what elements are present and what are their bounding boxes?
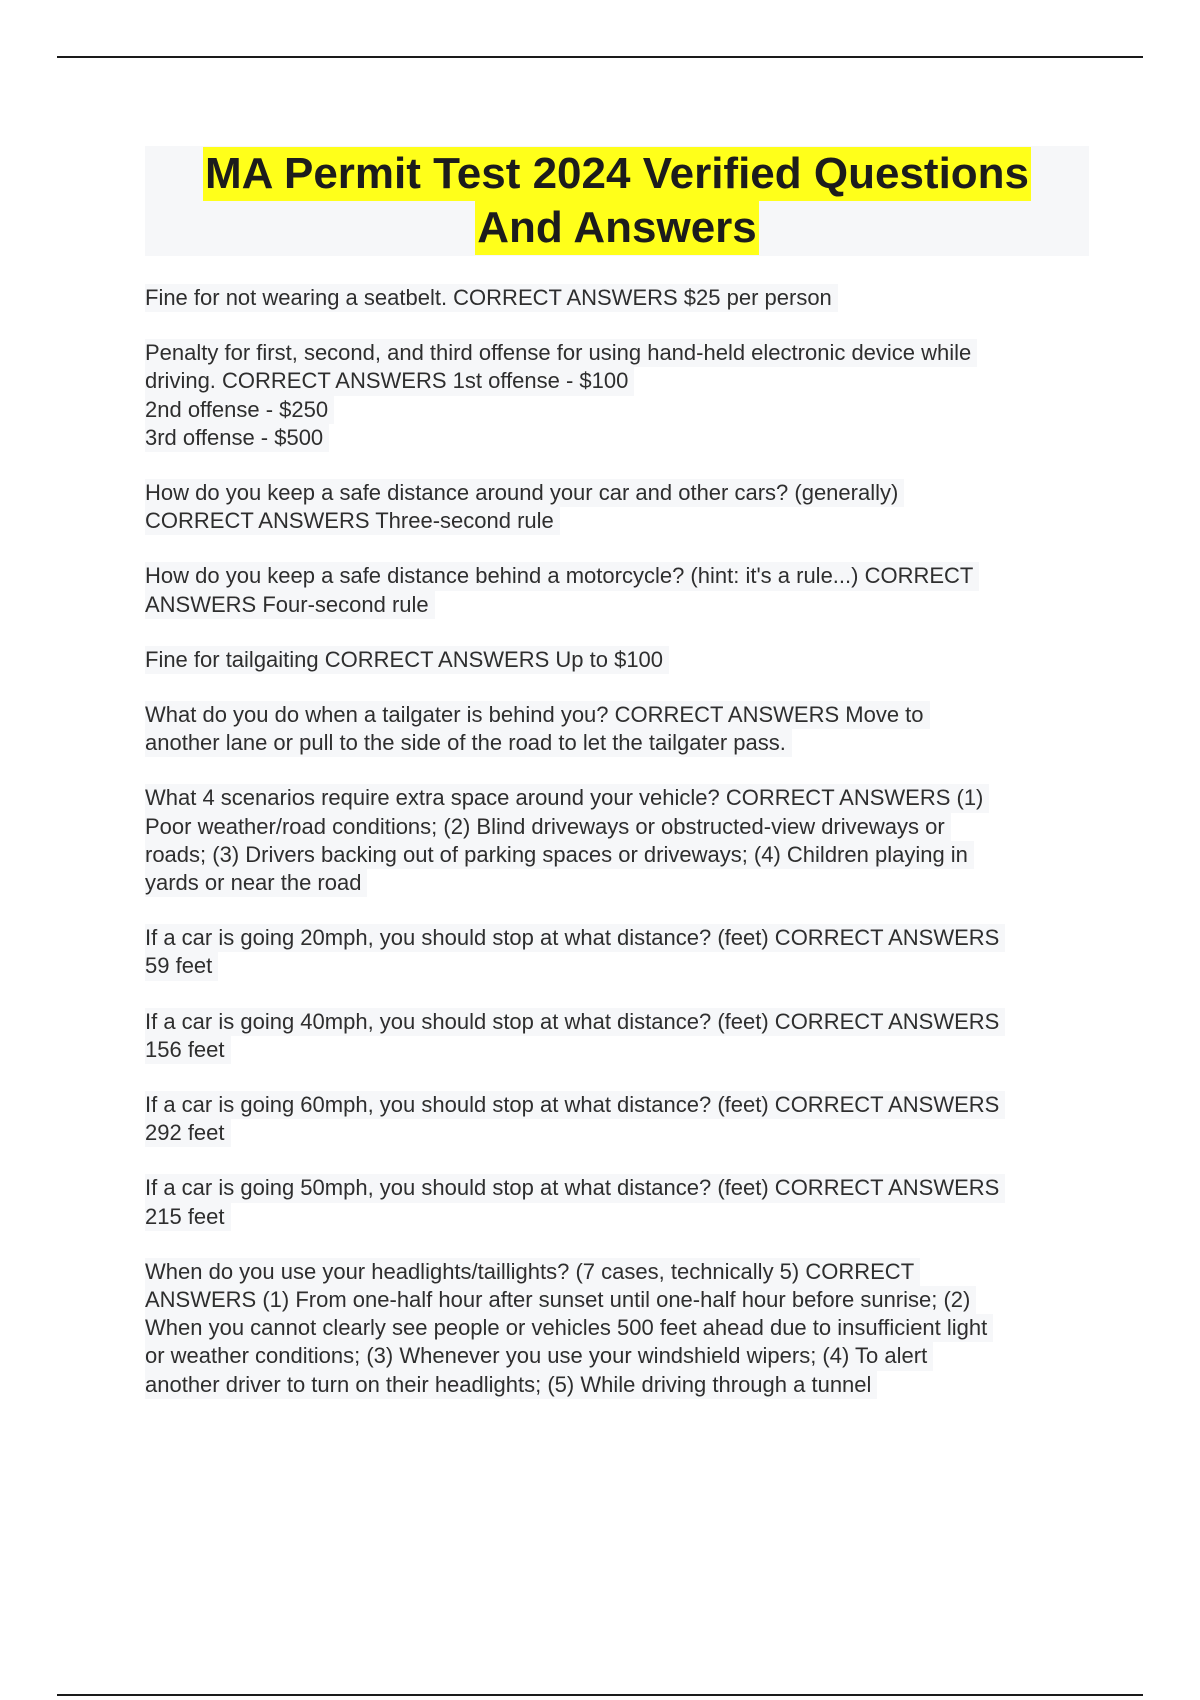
qa-item-line: How do you keep a safe distance behind a motorcycle? (hint: it's a rule...) CORRECT [145, 562, 979, 590]
qa-item-line: another lane or pull to the side of the road to let the tailgater pass. [145, 729, 792, 757]
qa-item [145, 339, 1089, 452]
qa-item-line: Poor weather/road conditions; (2) Blind driveways or obstructed-view driveways or [145, 813, 951, 841]
qa-item-line: 292 feet [145, 1119, 231, 1147]
qa-item-line: driving. CORRECT ANSWERS 1st offense - $100 [145, 367, 634, 395]
qa-item-line: roads; (3) Drivers backing out of parking spaces or driveways; (4) Children playing in [145, 841, 974, 869]
qa-item [145, 701, 1089, 757]
qa-item-line: 59 feet [145, 952, 218, 980]
top-rule [57, 56, 1143, 58]
document-title-block [145, 146, 1089, 256]
qa-list [145, 284, 1089, 1426]
qa-item [145, 646, 1089, 674]
qa-item-line: ANSWERS Four-second rule [145, 591, 435, 619]
qa-item-line: or weather conditions; (3) Whenever you use your windshield wipers; (4) To alert [145, 1342, 933, 1370]
qa-item [145, 1008, 1089, 1064]
qa-item-line: 215 feet [145, 1203, 231, 1231]
qa-item-line: If a car is going 40mph, you should stop at what distance? (feet) CORRECT ANSWERS [145, 1008, 1005, 1036]
qa-item-line: another driver to turn on their headlights; (5) While driving through a tunnel [145, 1371, 877, 1399]
qa-item-line: 156 feet [145, 1036, 231, 1064]
qa-item-line: ANSWERS (1) From one-half hour after sunset until one-half hour before sunrise; (2) [145, 1286, 976, 1314]
qa-item-line: 2nd offense - $250 [145, 396, 334, 424]
qa-item [145, 1174, 1089, 1230]
bottom-rule [57, 1694, 1143, 1696]
qa-item [145, 284, 1089, 312]
qa-item-line: Penalty for first, second, and third offense for using hand-held electronic device while [145, 339, 977, 367]
qa-item-line: When do you use your headlights/taillights? (7 cases, technically 5) CORRECT [145, 1258, 920, 1286]
qa-item-line: 3rd offense - $500 [145, 424, 329, 452]
document-title-line-2: And Answers [475, 201, 759, 255]
qa-item [145, 562, 1089, 618]
qa-item [145, 924, 1089, 980]
document-title-line-1: MA Permit Test 2024 Verified Questions [203, 147, 1031, 201]
qa-item-line: CORRECT ANSWERS Three-second rule [145, 507, 560, 535]
qa-item-line: Fine for not wearing a seatbelt. CORRECT ANSWERS $25 per person [145, 284, 838, 312]
qa-item-line: Fine for tailgaiting CORRECT ANSWERS Up to $100 [145, 646, 669, 674]
qa-item [145, 1258, 1089, 1399]
qa-item [145, 1091, 1089, 1147]
qa-item-line: When you cannot clearly see people or vehicles 500 feet ahead due to insufficient light [145, 1314, 993, 1342]
qa-item-line: What 4 scenarios require extra space around your vehicle? CORRECT ANSWERS (1) [145, 784, 989, 812]
qa-item [145, 479, 1089, 535]
qa-item-line: If a car is going 20mph, you should stop at what distance? (feet) CORRECT ANSWERS [145, 924, 1005, 952]
qa-item-line: yards or near the road [145, 869, 367, 897]
qa-item-line: If a car is going 60mph, you should stop at what distance? (feet) CORRECT ANSWERS [145, 1091, 1005, 1119]
qa-item-line: How do you keep a safe distance around your car and other cars? (generally) [145, 479, 904, 507]
qa-item-line: What do you do when a tailgater is behind you? CORRECT ANSWERS Move to [145, 701, 930, 729]
qa-item [145, 784, 1089, 897]
qa-item-line: If a car is going 50mph, you should stop at what distance? (feet) CORRECT ANSWERS [145, 1174, 1005, 1202]
